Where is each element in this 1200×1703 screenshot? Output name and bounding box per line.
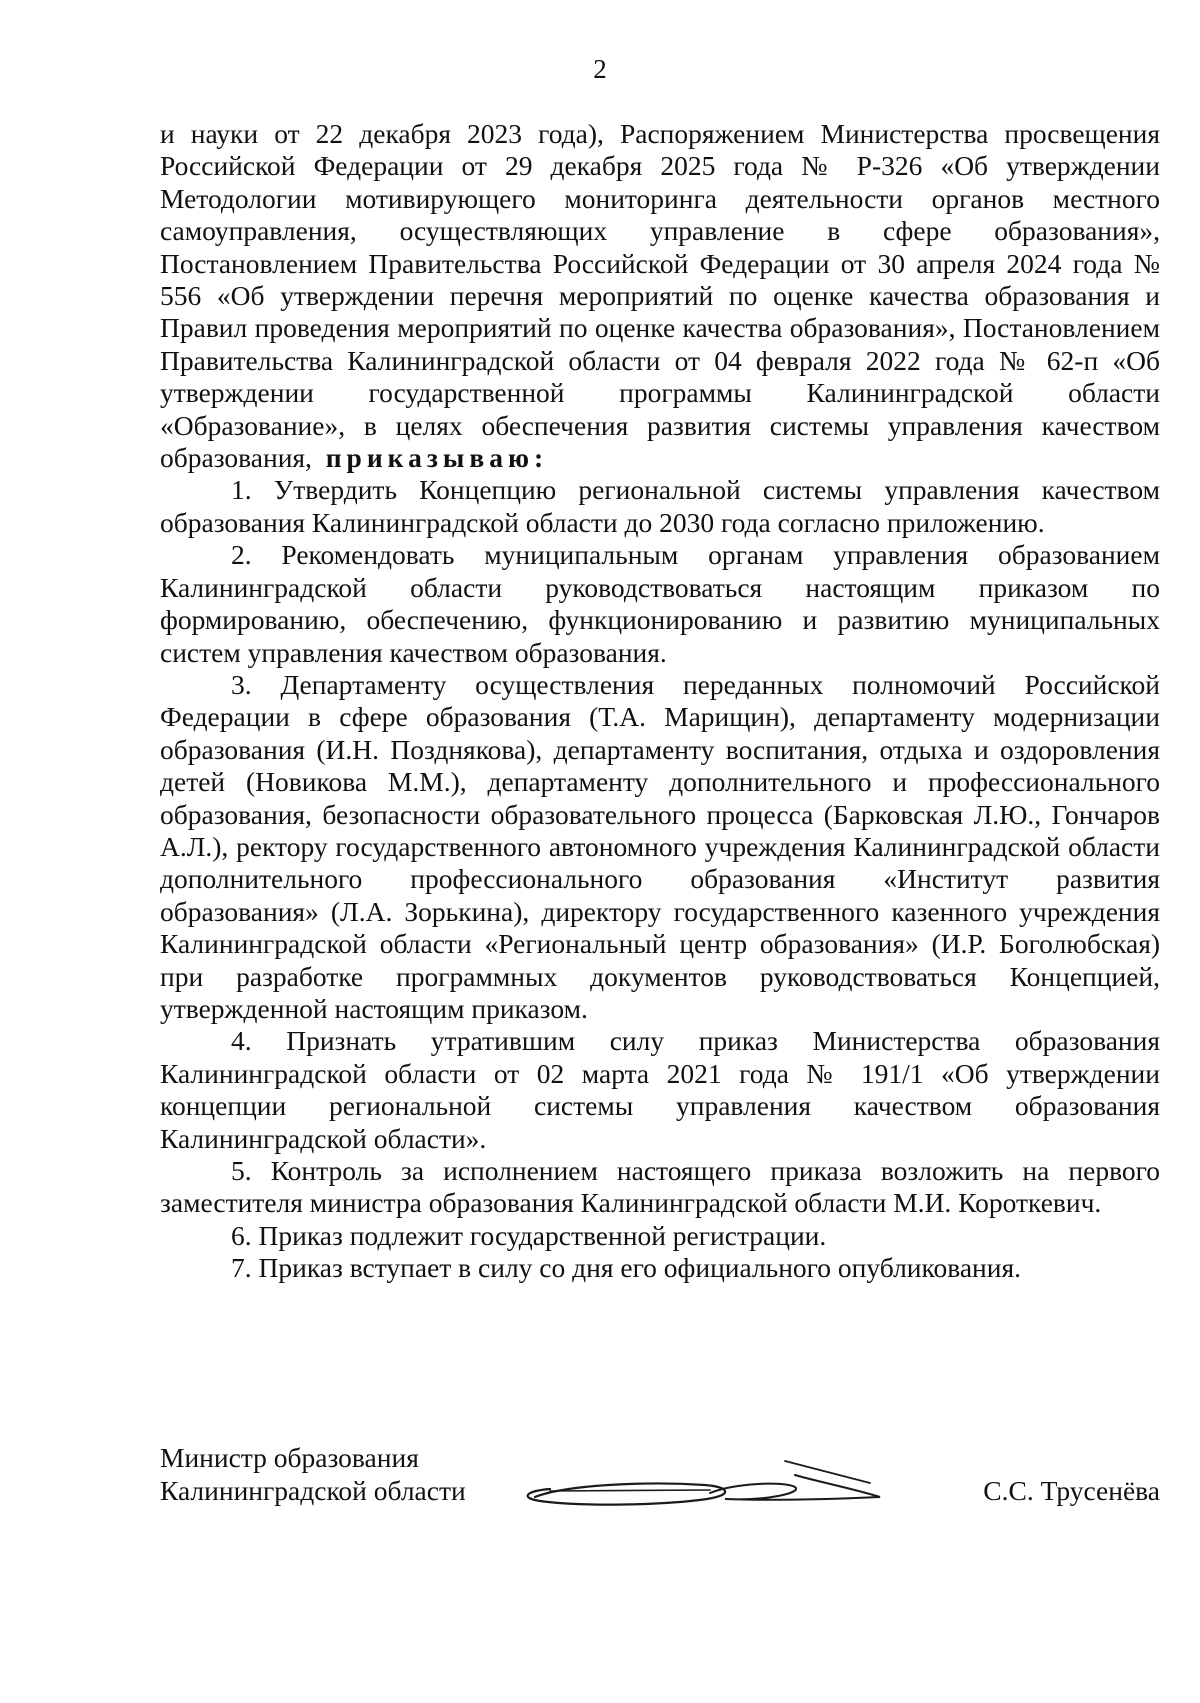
intro-text: и науки от 22 декабря 2023 года), Распоряжением Министерства просвещения Российской Федерации от 29 декабря 2025 года № Р-326 «Об утверждении Методологии мотивирующего мониторинга деятельности органов местного самоуправления, осуществляющих управление в сфере образования», Постановлением Правительства Российской Федерации от 30 апреля 2024 года № 556 «Об утверждении перечня мероприятий по оценке качества образования и Правил проведения мероприятий по оценке качества образования», Постановлением Правительства Калининградской области от 04 февраля 2022 года № 62-п «Об утверждении государственной программы Калининградской области «Образование», в целях обеспечения развития системы управления качеством образования, (160, 118, 1160, 474)
signatory-name: С.С. Трусенёва (983, 1475, 1160, 1506)
order-item-2: 2. Рекомендовать муниципальным органам управления образованием Калининградской области руководствоваться настоящим приказом по формированию, обеспечению, функционированию и развитию муниципальных систем управления качеством образования. (160, 539, 1160, 668)
order-word: приказываю: (325, 442, 549, 474)
signatory-position-line-2: Калининградской области (160, 1475, 466, 1506)
signature-block (160, 1441, 1160, 1521)
order-item-3: 3. Департаменту осуществления переданных полномочий Российской Федерации в сфере образования (Т.А. Марищин), департаменту модернизации образования (И.Н. Позднякова), департаменту воспитания, отдыха и оздоровления детей (Новикова М.М.), департаменту дополнительного и профессионального образования, безопасности образовательного процесса (Барковская Л.Ю., Гончаров А.Л.), ректору государственного автономного учреждения Калининградской области дополнительного профессионального образования «Институт развития образования» (Л.А. Зорькина), директору государственного казенного учреждения Калининградской области «Региональный центр образования» (И.Р. Боголюбская) при разработке программных документов руководствоваться Концепцией, утвержденной настоящим приказом. (160, 668, 1160, 1024)
signatory-position-line-1: Министр образования (160, 1442, 419, 1473)
document-body (160, 118, 1160, 1285)
handwritten-signature (495, 1441, 890, 1521)
order-item-7: 7. Приказ вступает в силу со дня его официального опубликования. (231, 1252, 1022, 1284)
intro-paragraph (160, 118, 1160, 474)
page-number: 2 (593, 54, 607, 84)
order-item-1: 1. Утвердить Концепцию региональной системы управления качеством образования Калининградской области до 2030 года согласно приложению. (160, 474, 1160, 538)
signatory-position (160, 1441, 466, 1507)
order-item-4: 4. Признать утратившим силу приказ Министерства образования Калининградской области от 02 марта 2021 года № 191/1 «Об утверждении концепции региональной системы управления качеством образования Калининградской области». (160, 1025, 1160, 1154)
order-item-6: 6. Приказ подлежит государственной регистрации. (231, 1219, 827, 1251)
order-item-5: 5. Контроль за исполнением настоящего приказа возложить на первого заместителя министра образования Калининградской области М.И. Короткевич. (160, 1155, 1160, 1219)
